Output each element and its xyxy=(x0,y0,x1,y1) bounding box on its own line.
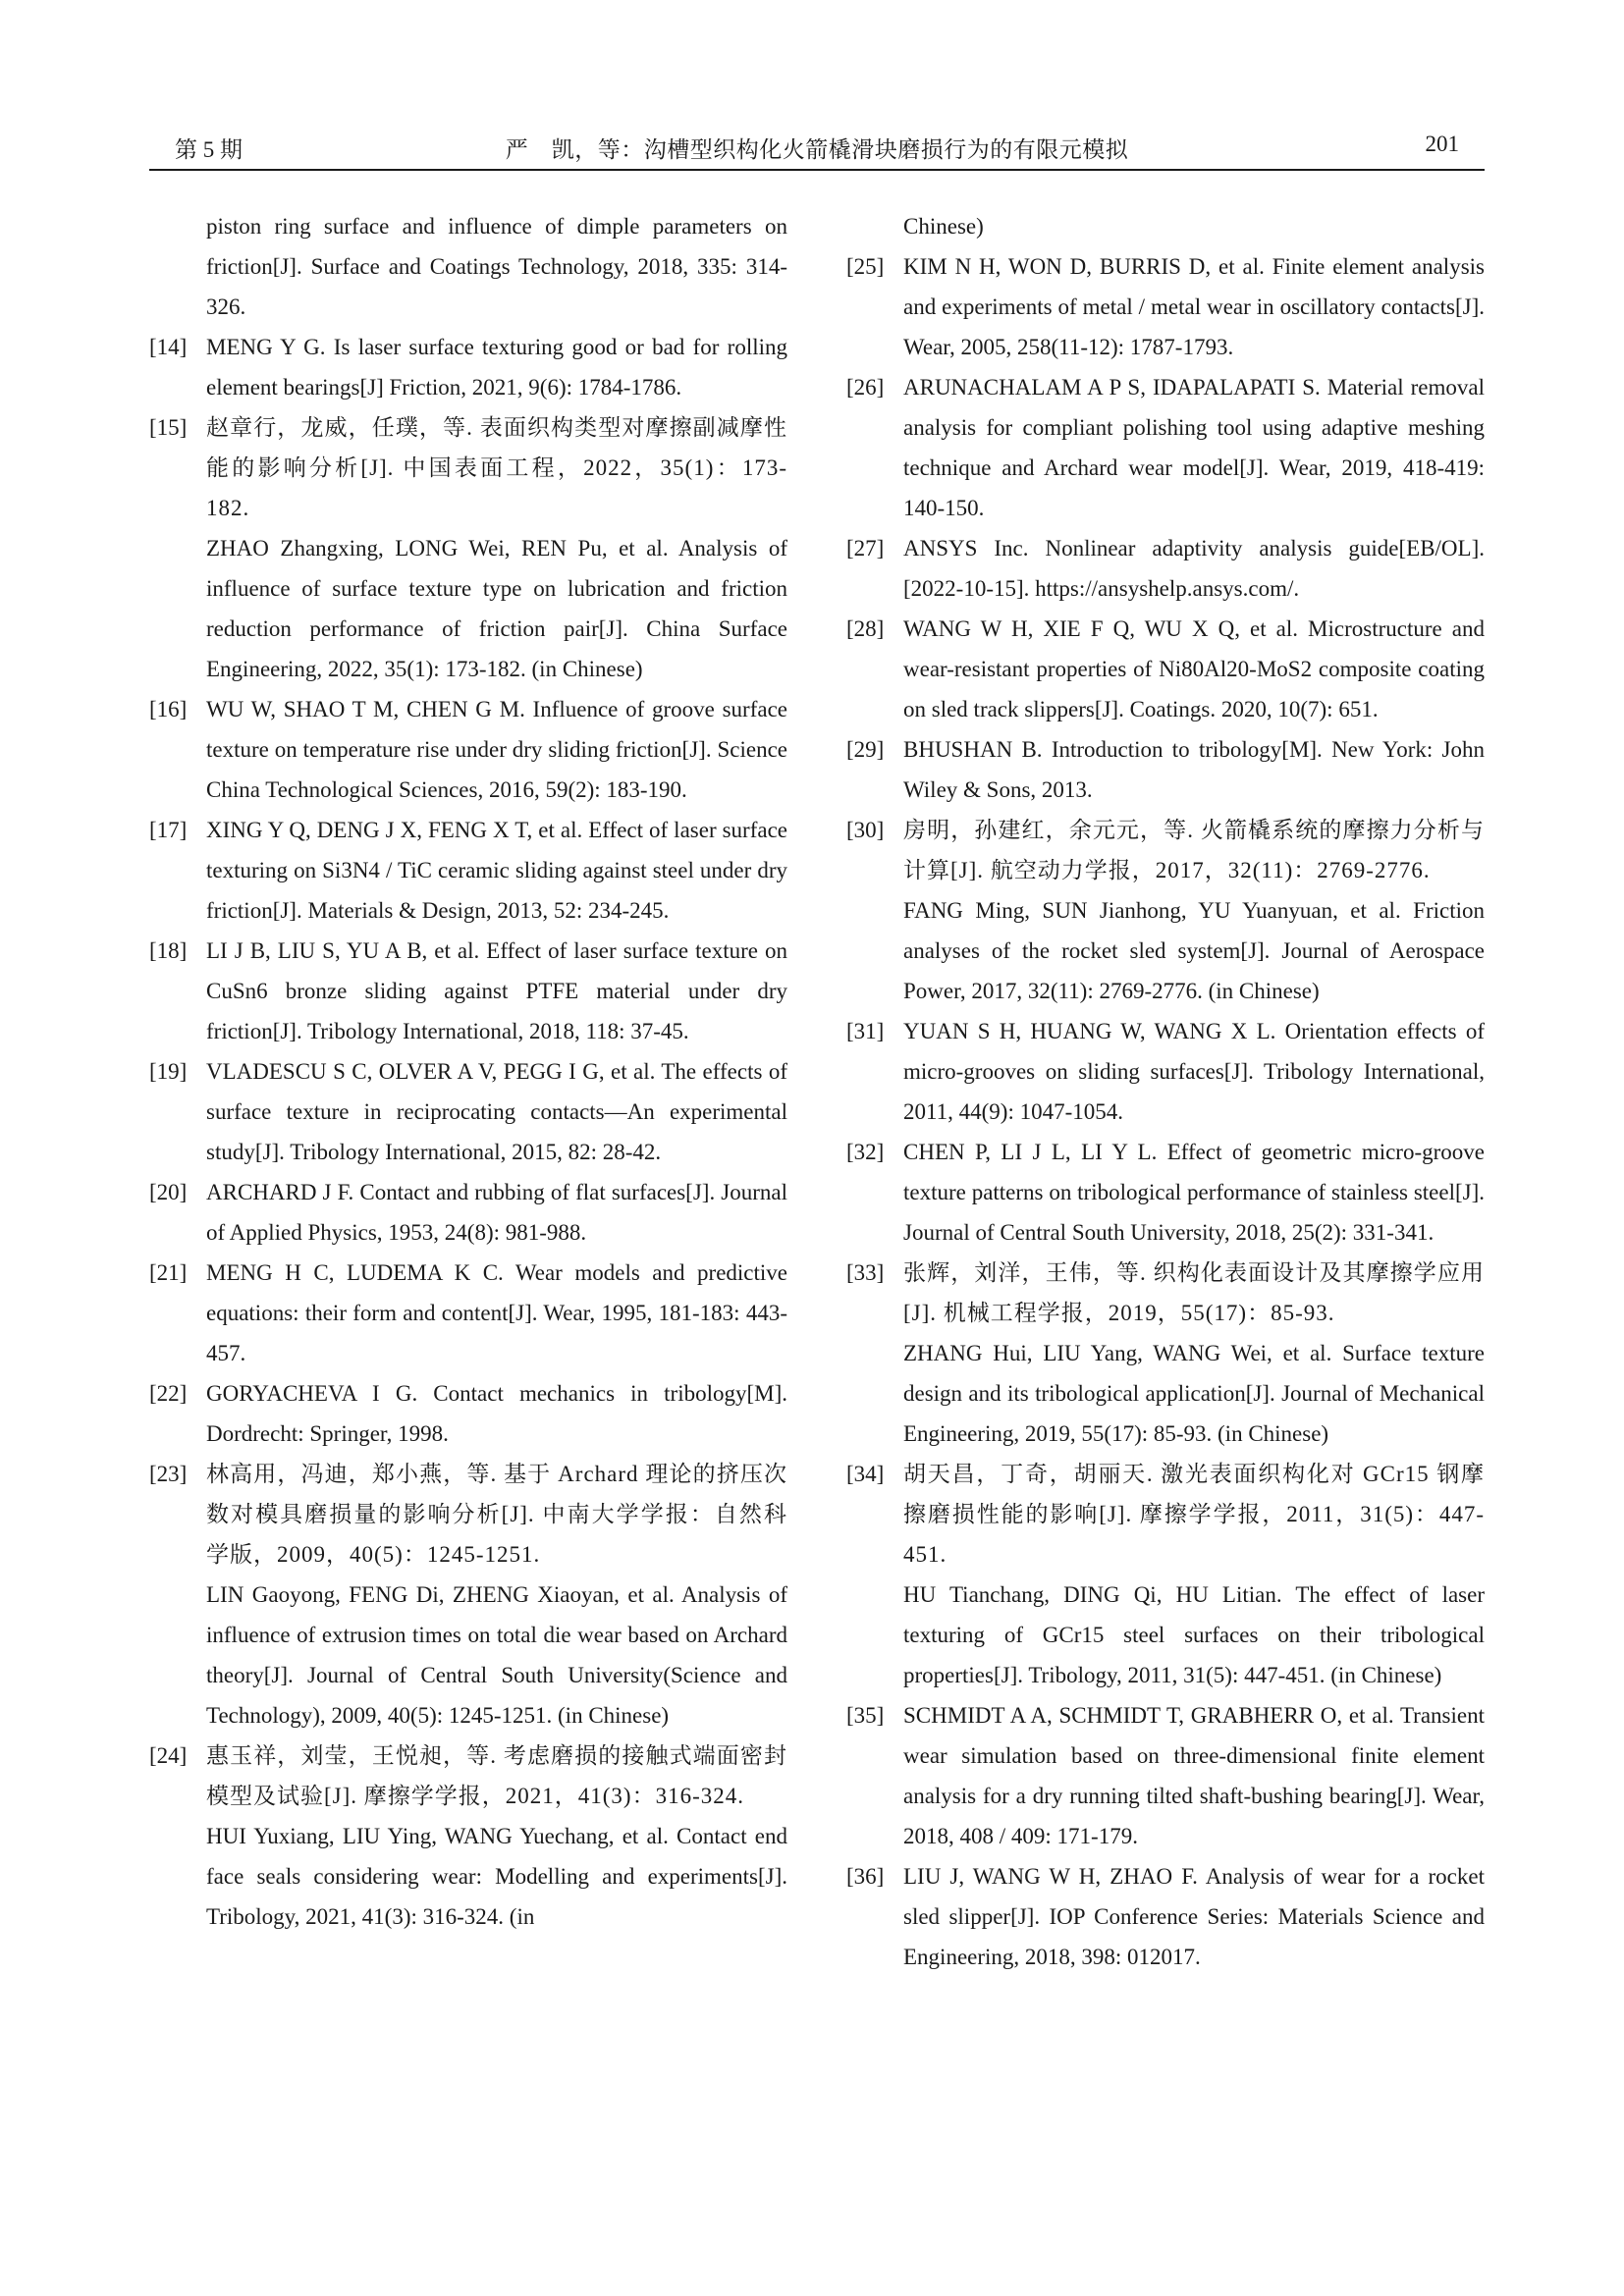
issue-number: 第 5 期 xyxy=(175,137,243,162)
reference-item xyxy=(846,1856,1485,1977)
reference-number: [33] xyxy=(846,1260,885,1285)
reference-number: [15] xyxy=(149,415,188,440)
reference-continuation xyxy=(149,206,787,327)
reference-text: XING Y Q, DENG J X, FENG X T, et al. Effect of laser surface texturing on Si3N4 / TiC ceramic sliding against steel under dry friction[J]. Materials & Design, 2013, 52: 234-245. xyxy=(206,818,787,923)
reference-item xyxy=(846,1454,1485,1695)
right-column xyxy=(846,206,1485,1977)
reference-item xyxy=(846,810,1485,1011)
reference-number: [23] xyxy=(149,1462,188,1486)
reference-text: ARUNACHALAM A P S, IDAPALAPATI S. Material removal analysis for compliant polishing tool using adaptive meshing technique and Archard wear model[J]. Wear, 2019, 418-419: 140-150. xyxy=(903,375,1485,520)
reference-item xyxy=(149,1735,787,1937)
reference-number: [26] xyxy=(846,375,885,400)
reference-text: WU W, SHAO T M, CHEN G M. Influence of groove surface texture on temperature rise under dry sliding friction[J]. Science China Technological Sciences, 2016, 59(2): 183-190. xyxy=(206,697,787,802)
reference-text: WANG W H, XIE F Q, WU X Q, et al. Microstructure and wear-resistant properties of Ni80Al20-MoS2 composite coating on sled track slippers[J]. Coatings. 2020, 10(7): 651. xyxy=(903,616,1485,721)
reference-text-chinese: 林高用，冯迪，郑小燕，等. 基于 Archard 理论的挤压次数对模具磨损量的影响分析[J]. 中南大学学报：自然科学版，2009，40(5)：1245-1251. xyxy=(206,1462,787,1567)
reference-text: MENG H C, LUDEMA K C. Wear models and predictive equations: their form and content[J]. Wear, 1995, 181-183: 443-457. xyxy=(206,1260,787,1365)
reference-item xyxy=(846,1253,1485,1454)
reference-item xyxy=(149,1454,787,1735)
reference-item xyxy=(149,689,787,810)
reference-text: Chinese) xyxy=(903,214,984,239)
running-title: 严 凯，等：沟槽型织构化火箭橇滑块磨损行为的有限元模拟 xyxy=(505,137,1129,162)
reference-item xyxy=(149,407,787,689)
reference-text: FANG Ming, SUN Jianhong, YU Yuanyuan, et al. Friction analyses of the rocket sled system[J]. Journal of Aerospace Power, 2017, 32(11): 2769-2776. (in Chinese) xyxy=(903,898,1485,1003)
reference-text-chinese: 惠玉祥，刘莹，王悦昶，等. 考虑磨损的接触式端面密封模型及试验[J]. 摩擦学学报，2021，41(3)：316-324. xyxy=(206,1743,787,1808)
reference-text: ZHAO Zhangxing, LONG Wei, REN Pu, et al. Analysis of influence of surface texture type on lubrication and friction reduction performance of friction pair[J]. China Surface Engineering, 2022, 35(1): 173-182. (in Chinese) xyxy=(206,536,787,681)
reference-text-chinese: 房明，孙建红，余元元，等. 火箭橇系统的摩擦力分析与计算[J]. 航空动力学报，2017，32(11)：2769-2776. xyxy=(903,818,1485,882)
reference-item xyxy=(149,1373,787,1454)
reference-number: [20] xyxy=(149,1180,188,1204)
reference-text: ARCHARD J F. Contact and rubbing of flat surfaces[J]. Journal of Applied Physics, 1953, 24(8): 981-988. xyxy=(206,1180,787,1245)
reference-number: [34] xyxy=(846,1462,885,1486)
reference-number: [31] xyxy=(846,1019,885,1043)
reference-text-chinese: 张辉，刘洋，王伟，等. 织构化表面设计及其摩擦学应用[J]. 机械工程学报，2019，55(17)：85-93. xyxy=(903,1260,1485,1325)
reference-number: [30] xyxy=(846,818,885,842)
reference-number: [29] xyxy=(846,737,885,762)
reference-number: [32] xyxy=(846,1140,885,1164)
reference-number: [21] xyxy=(149,1260,188,1285)
reference-text: ZHANG Hui, LIU Yang, WANG Wei, et al. Surface texture design and its tribological application[J]. Journal of Mechanical Engineering, 2019, 55(17): 85-93. (in Chinese) xyxy=(903,1341,1485,1446)
reference-text: LI J B, LIU S, YU A B, et al. Effect of laser surface texture on CuSn6 bronze sliding against PTFE material under dry friction[J]. Tribology International, 2018, 118: 37-45. xyxy=(206,938,787,1043)
reference-text: HUI Yuxiang, LIU Ying, WANG Yuechang, et al. Contact end face seals considering wear: Modelling and experiments[J]. Tribology, 2021, 41(3): 316-324. (in xyxy=(206,1824,787,1929)
reference-text: LIN Gaoyong, FENG Di, ZHENG Xiaoyan, et al. Analysis of influence of extrusion times on total die wear based on Archard theory[J]. Journal of Central South University(Science and Technology), 2009, 40(5): 1245-1251. (in Chinese) xyxy=(206,1582,787,1728)
reference-item xyxy=(149,1172,787,1253)
reference-text: HU Tianchang, DING Qi, HU Litian. The effect of laser texturing of GCr15 steel surfaces on their tribological properties[J]. Tribology, 2011, 31(5): 447-451. (in Chinese) xyxy=(903,1582,1485,1687)
reference-text: VLADESCU S C, OLVER A V, PEGG I G, et al. The effects of surface texture in reciprocating contacts—An experimental study[J]. Tribology International, 2015, 82: 28-42. xyxy=(206,1059,787,1164)
reference-item xyxy=(846,246,1485,367)
running-header xyxy=(149,126,1485,171)
reference-number: [14] xyxy=(149,335,188,359)
reference-number: [36] xyxy=(846,1864,885,1889)
reference-text: CHEN P, LI J L, LI Y L. Effect of geometric micro-groove texture patterns on tribological performance of stainless steel[J]. Journal of Central South University, 2018, 25(2): 331-341. xyxy=(903,1140,1485,1245)
reference-text: GORYACHEVA I G. Contact mechanics in tribology[M]. Dordrecht: Springer, 1998. xyxy=(206,1381,787,1446)
reference-text: LIU J, WANG W H, ZHAO F. Analysis of wear for a rocket sled slipper[J]. IOP Conference Series: Materials Science and Engineering, 2018, 398: 012017. xyxy=(903,1864,1485,1969)
reference-item xyxy=(846,609,1485,729)
reference-text-chinese: 胡天昌，丁奇，胡丽天. 激光表面织构化对 GCr15 钢摩擦磨损性能的影响[J]. 摩擦学学报，2011，31(5)：447-451. xyxy=(903,1462,1485,1567)
reference-text: SCHMIDT A A, SCHMIDT T, GRABHERR O, et al. Transient wear simulation based on three-dimensional finite element analysis for a dry running tilted shaft-bushing bearing[J]. Wear, 2018, 408 / 409: 171-179. xyxy=(903,1703,1485,1848)
reference-item xyxy=(846,1695,1485,1856)
reference-item xyxy=(149,810,787,931)
reference-item xyxy=(846,1132,1485,1253)
reference-item xyxy=(846,729,1485,810)
reference-number: [16] xyxy=(149,697,188,721)
reference-text: BHUSHAN B. Introduction to tribology[M]. New York: John Wiley & Sons, 2013. xyxy=(903,737,1485,802)
reference-text: YUAN S H, HUANG W, WANG X L. Orientation effects of micro-grooves on sliding surfaces[J]. Tribology International, 2011, 44(9): 1047-1054. xyxy=(903,1019,1485,1124)
reference-item xyxy=(846,1011,1485,1132)
reference-item xyxy=(149,1253,787,1373)
reference-number: [22] xyxy=(149,1381,188,1406)
reference-item xyxy=(149,1051,787,1172)
reference-text-chinese: 赵章行，龙威，任璞，等. 表面织构类型对摩擦副减摩性能的影响分析[J]. 中国表面工程，2022，35(1)：173-182. xyxy=(206,415,787,520)
reference-item xyxy=(846,528,1485,609)
reference-number: [17] xyxy=(149,818,188,842)
reference-number: [35] xyxy=(846,1703,885,1728)
reference-number: [28] xyxy=(846,616,885,641)
reference-item xyxy=(149,327,787,407)
reference-number: [27] xyxy=(846,536,885,561)
page-number: 201 xyxy=(1425,132,1459,156)
left-column xyxy=(149,206,787,1937)
reference-text: piston ring surface and influence of dimple parameters on friction[J]. Surface and Coatings Technology, 2018, 335: 314-326. xyxy=(206,214,787,319)
reference-list-left xyxy=(149,327,787,1937)
reference-text: ANSYS Inc. Nonlinear adaptivity analysis guide[EB/OL]. [2022-10-15]. https://ansyshelp.ansys.com/. xyxy=(903,536,1485,601)
reference-number: [18] xyxy=(149,938,188,963)
reference-number: [19] xyxy=(149,1059,188,1084)
reference-text: KIM N H, WON D, BURRIS D, et al. Finite element analysis and experiments of metal / metal wear in oscillatory contacts[J]. Wear, 2005, 258(11-12): 1787-1793. xyxy=(903,254,1485,359)
reference-continuation xyxy=(846,206,1485,246)
reference-number: [25] xyxy=(846,254,885,279)
reference-item xyxy=(846,367,1485,528)
reference-text: MENG Y G. Is laser surface texturing good or bad for rolling element bearings[J] Friction, 2021, 9(6): 1784-1786. xyxy=(206,335,787,400)
reference-number: [24] xyxy=(149,1743,188,1768)
reference-list-right xyxy=(846,246,1485,1977)
reference-item xyxy=(149,931,787,1051)
